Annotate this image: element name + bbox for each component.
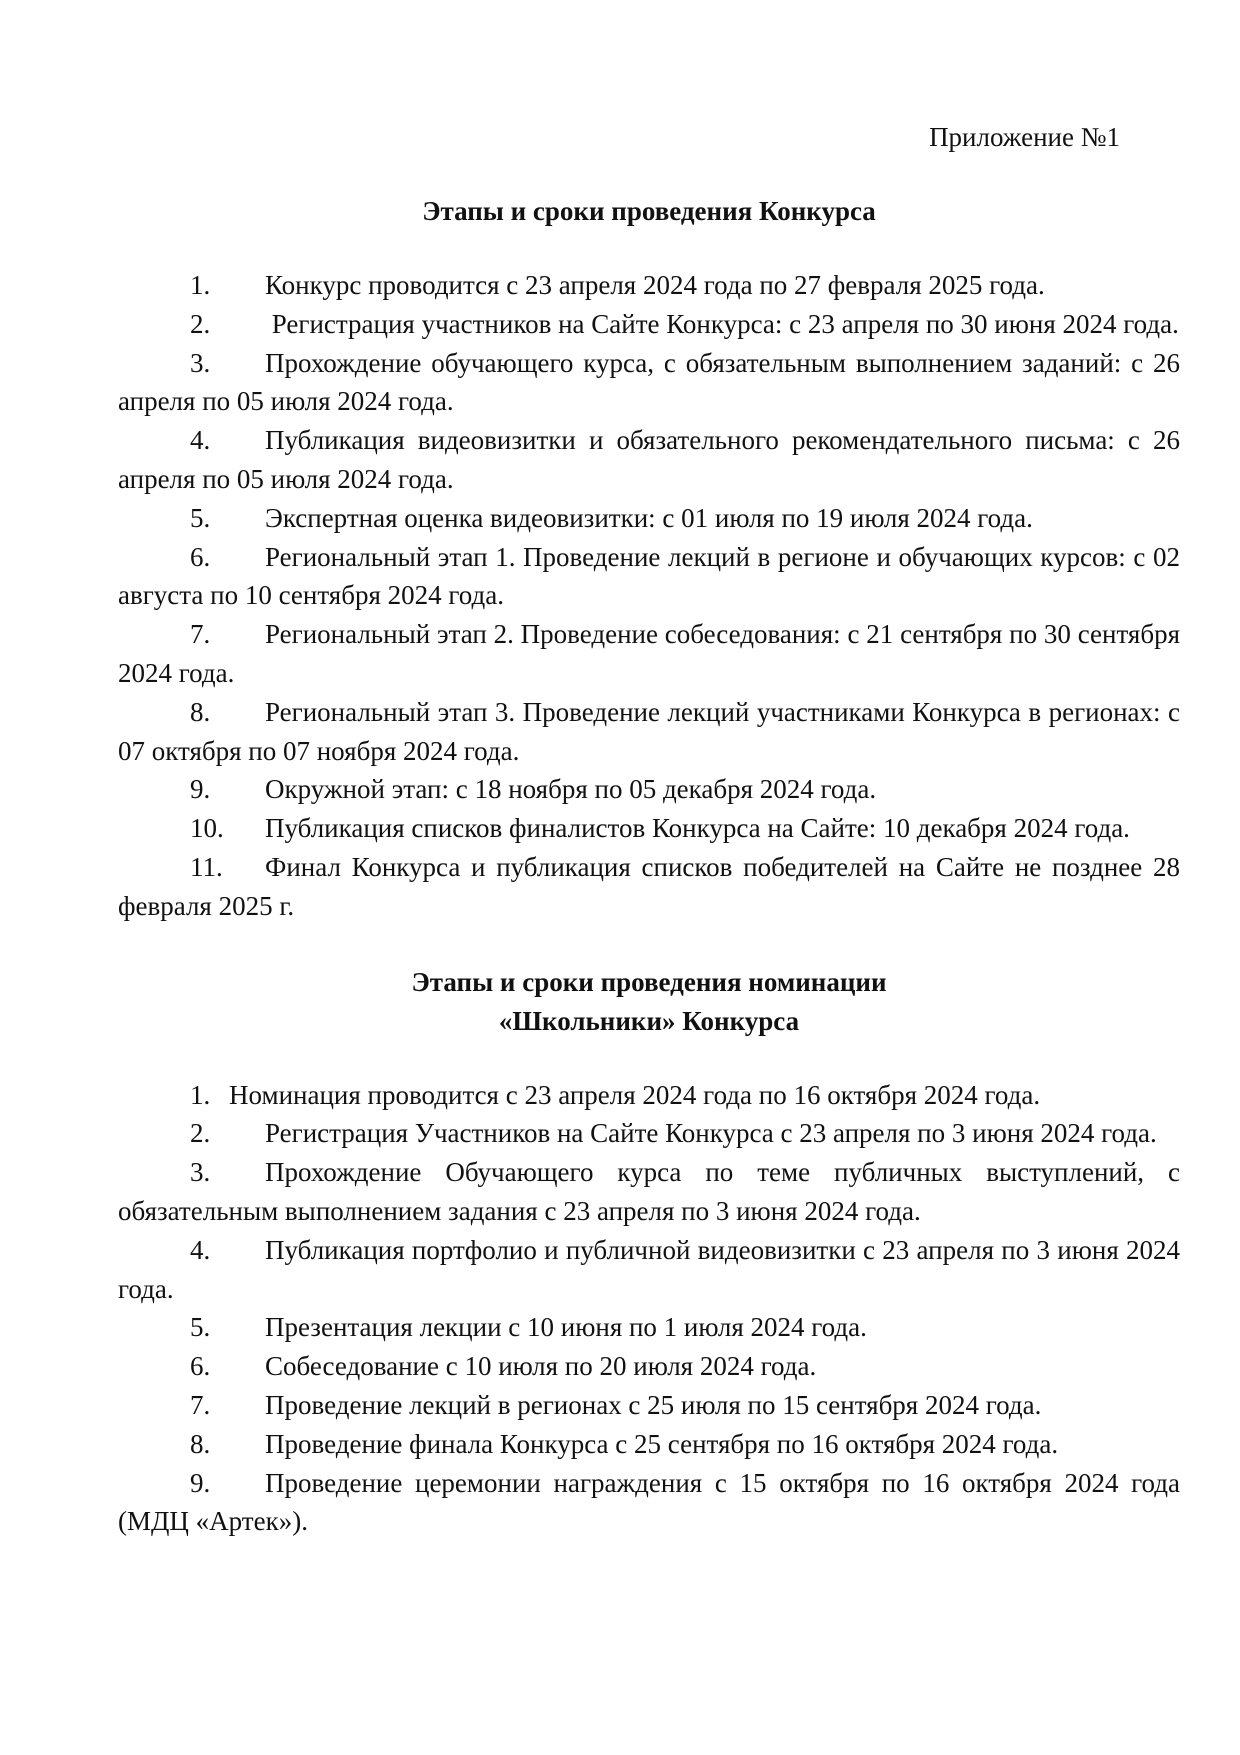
item-text: Публикация списков финалистов Конкурса на Сайте: 10 декабря 2024 года.	[265, 813, 1130, 844]
list-item	[118, 538, 1180, 616]
item-number: 6.	[190, 541, 211, 572]
item-number: 9.	[190, 1467, 211, 1498]
item-number: 10.	[190, 813, 224, 844]
item-number: 4.	[190, 425, 211, 456]
list-item	[118, 1231, 1180, 1309]
item-number: 4.	[190, 1234, 211, 1265]
item-number: 7.	[190, 1389, 211, 1420]
item-number: 2.	[190, 308, 211, 339]
list-item	[118, 499, 1180, 538]
appendix-label: Приложение №1	[929, 122, 1120, 152]
item-text: Окружной этап: с 18 ноября по 05 декабря 2024 года.	[265, 774, 877, 805]
item-number: 9.	[190, 774, 211, 805]
list-item	[118, 1347, 1180, 1386]
item-number: 8.	[190, 1428, 211, 1459]
item-text: Проведение церемонии награждения с 15 октября по 16 октября 2024 года (МДЦ «Артек»).	[118, 1467, 1180, 1537]
item-text: Региональный этап 3. Проведение лекций участниками Конкурса в регионах: с 07 октября по 07 ноября 2024 года.	[118, 696, 1180, 766]
section-title-line: Этапы и сроки проведения номинации	[411, 966, 887, 997]
item-number: 3.	[190, 347, 211, 378]
list-item	[118, 305, 1180, 344]
contest-stages-list	[118, 266, 1180, 926]
item-number: 7.	[190, 619, 211, 650]
document-page	[118, 118, 1180, 1541]
item-number: 2.	[190, 1118, 211, 1149]
list-item	[118, 693, 1180, 771]
item-text: Региональный этап 2. Проведение собеседования: с 21 сентября по 30 сентября 2024 года.	[118, 619, 1180, 688]
list-item	[118, 1076, 1180, 1115]
list-item	[118, 615, 1180, 693]
list-item	[118, 1464, 1180, 1542]
list-item	[118, 1308, 1180, 1347]
item-text: Публикация видеовизитки и обязательного рекомендательного письма: с 26 апреля по 05 июля 2024 года.	[118, 425, 1180, 494]
item-text: Финал Конкурса и публикация списков победителей на Сайте не позднее 28 февраля 2025 г.	[118, 851, 1180, 921]
item-number: 5.	[190, 1312, 211, 1343]
list-item	[118, 1386, 1180, 1425]
item-text: Регистрация участников на Сайте Конкурса: с 23 апреля по 30 июня 2024 года.	[265, 308, 1179, 339]
list-item	[118, 809, 1180, 848]
section-title-schoolchildren-nomination	[118, 963, 1180, 1041]
item-text: Собеседование с 10 июля по 20 июля 2024 года.	[265, 1351, 817, 1382]
list-item	[118, 421, 1180, 499]
item-text: Экспертная оценка видеовизитки: с 01 июля по 19 июля 2024 года.	[265, 502, 1033, 533]
list-item	[118, 1425, 1180, 1464]
item-text: Региональный этап 1. Проведение лекций в регионе и обучающих курсов: с 02 августа по 10 сентября 2024 года.	[118, 541, 1180, 611]
item-number: 5.	[190, 502, 211, 533]
item-number: 1.	[190, 270, 211, 300]
section-title-contest-stages: Этапы и сроки проведения Конкурса	[422, 196, 876, 226]
list-item	[118, 770, 1180, 809]
list-item	[118, 1153, 1180, 1231]
item-text: Прохождение Обучающего курса по теме публичных выступлений, с обязательным выполнением задания с 23 апреля по 3 июня 2024 года.	[118, 1157, 1180, 1226]
item-text: Прохождение обучающего курса, с обязательным выполнением заданий: с 26 апреля по 05 июля 2024 года.	[118, 347, 1180, 417]
item-text: Проведение лекций в регионах с 25 июля по 15 сентября 2024 года.	[265, 1389, 1042, 1420]
item-number: 8.	[190, 696, 211, 727]
list-item	[118, 266, 1180, 305]
list-item	[118, 1114, 1180, 1153]
section-title-line: «Школьники» Конкурса	[498, 1005, 800, 1036]
item-text: Конкурс проводится с 23 апреля 2024 года по 27 февраля 2025 года.	[265, 270, 1045, 300]
item-number: 11.	[190, 851, 223, 882]
item-text: Проведение финала Конкурса с 25 сентября по 16 октября 2024 года.	[265, 1428, 1059, 1459]
item-text: Публикация портфолио и публичной видеовизитки с 23 апреля по 3 июня 2024 года.	[118, 1234, 1180, 1304]
nomination-stages-list	[118, 1076, 1180, 1542]
item-text: Регистрация Участников на Сайте Конкурса с 23 апреля по 3 июня 2024 года.	[265, 1118, 1157, 1149]
list-item	[118, 848, 1180, 926]
item-number: 1.	[190, 1079, 211, 1110]
item-text: Презентация лекции с 10 июня по 1 июля 2024 года.	[265, 1312, 867, 1343]
item-number: 3.	[190, 1157, 211, 1188]
list-item	[118, 344, 1180, 422]
item-text: Номинация проводится с 23 апреля 2024 года по 16 октября 2024 года.	[229, 1079, 1041, 1110]
item-number: 6.	[190, 1351, 211, 1382]
